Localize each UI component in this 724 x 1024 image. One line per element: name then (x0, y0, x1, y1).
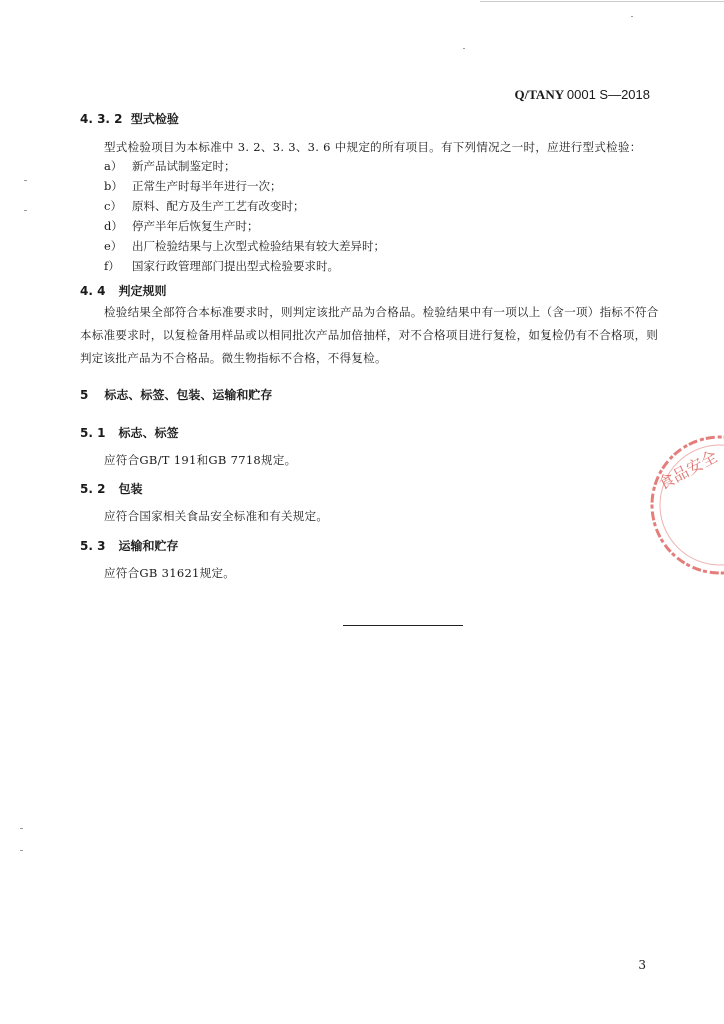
section-title: 型式检验 (130, 112, 179, 126)
list-item (104, 178, 282, 194)
scan-speck (24, 180, 27, 181)
section-number: 5. 3 (80, 539, 106, 553)
standard-code-prefix: Q/TANY (514, 87, 564, 102)
scan-speck (20, 828, 23, 829)
heading-5-1 (80, 424, 179, 441)
standard-code (515, 87, 651, 103)
list-marker: c） (104, 199, 122, 213)
section-number: 4. 3. 2 (80, 112, 123, 126)
list-marker: f） (104, 259, 120, 273)
scan-speck (24, 210, 27, 211)
end-rule (343, 625, 463, 626)
heading-4-4 (80, 282, 167, 299)
list-item (104, 238, 385, 254)
list-text: 正常生产时每半年进行一次； (132, 179, 282, 193)
section-number: 5 (80, 388, 89, 402)
list-text: 出厂检验结果与上次型式检验结果有较大差异时； (132, 239, 385, 253)
heading-4-3-2 (80, 110, 179, 127)
list-text: 原料、配方及生产工艺有改变时； (132, 199, 305, 213)
paragraph-4-3-2-intro: 型式检验项目为本标准中 3. 2、3. 3、3. 6 中规定的所有项目。有下列情况之一时，应进行型式检验： (104, 140, 642, 154)
section-title: 标志、标签、包装、运输和贮存 (104, 388, 273, 402)
list-item (104, 218, 259, 234)
list-text: 新产品试制鉴定时； (132, 159, 236, 173)
scan-speck (463, 48, 465, 49)
section-number: 4. 4 (80, 284, 106, 298)
list-marker: e） (104, 239, 123, 253)
paragraph-5-3: 应符合GB 31621规定。 (104, 566, 236, 580)
section-title: 标志、标签 (118, 426, 179, 440)
official-seal (640, 430, 724, 580)
section-number: 5. 2 (80, 482, 106, 496)
section-title: 判定规则 (118, 284, 167, 298)
page-number: 3 (638, 958, 646, 972)
scan-edge (480, 1, 724, 2)
list-marker: b） (104, 179, 123, 193)
paragraph-5-1: 应符合GB/T 191和GB 7718规定。 (104, 453, 297, 467)
scan-speck (20, 850, 23, 851)
list-item (104, 158, 236, 174)
section-title: 包装 (118, 482, 143, 496)
seal-text: 食品安全 (654, 446, 721, 494)
list-marker: d） (104, 219, 123, 233)
list-text: 国家行政管理部门提出型式检验要求时。 (132, 259, 339, 273)
paragraph-5-2: 应符合国家相关食品安全标准和有关规定。 (104, 509, 329, 523)
heading-5-2 (80, 480, 143, 497)
list-item (104, 258, 339, 274)
seal-icon (640, 430, 724, 580)
paragraph-4-4: 检验结果全部符合本标准要求时，则判定该批产品为合格品。检验结果中有一项以上（含一项）指标不符合本标准要求时，以复检备用样品或以相同批次产品加倍抽样，对不合格项目进行复检，如复检仍有不合格项，则判定该批产品为不合格品。微生物指标不合格，不得复检。 (80, 305, 659, 365)
list-item (104, 198, 305, 214)
section-title: 运输和贮存 (118, 539, 179, 553)
section-number: 5. 1 (80, 426, 106, 440)
heading-5-3 (80, 537, 179, 554)
heading-5 (80, 386, 272, 403)
list-marker: a） (104, 159, 123, 173)
standard-code-number: 0001 S—2018 (566, 87, 650, 102)
list-text: 停产半年后恢复生产时； (132, 219, 259, 233)
scan-speck (631, 16, 633, 17)
